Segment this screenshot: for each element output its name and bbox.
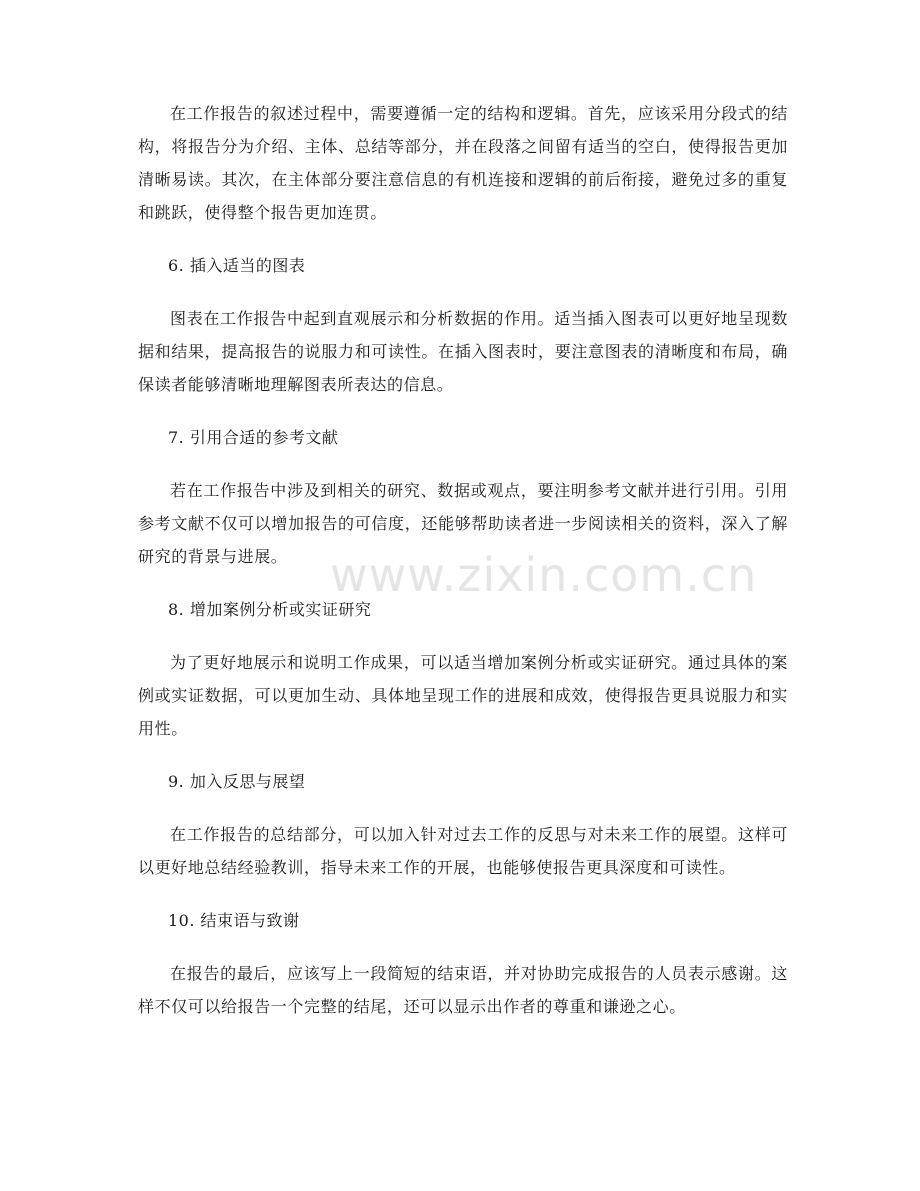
section-body-7: 若在工作报告中涉及到相关的研究、数据或观点，要注明参考文献并进行引用。引用参考文献不仅可以增加报告的可信度，还能够帮助读者进一步阅读相关的资料，深入了解研究的背景与进展。 <box>138 481 788 566</box>
section-body-9: 在工作报告的总结部分，可以加入针对过去工作的反思与对未来工作的展望。这样可以更好地总结经验教训，指导未来工作的开展，也能够使报告更具深度和可读性。 <box>138 825 788 877</box>
section-heading-8: 8. 增加案例分析或实证研究 <box>168 600 372 619</box>
section-body-10: 在报告的最后，应该写上一段简短的结束语，并对协助完成报告的人员表示感谢。这样不仅可以给报告一个完整的结尾，还可以显示出作者的尊重和谦逊之心。 <box>138 964 788 1016</box>
intro-paragraph: 在工作报告的叙述过程中，需要遵循一定的结构和逻辑。首先，应该采用分段式的结构，将报告分为介绍、主体、总结等部分，并在段落之间留有适当的空白，使得报告更加清晰易读。其次，在主体部分要注意信息的有机连接和逻辑的前后衔接，避免过多的重复和跳跃，使得整个报告更加连贯。 <box>138 104 788 222</box>
section-body-6: 图表在工作报告中起到直观展示和分析数据的作用。适当插入图表可以更好地呈现数据和结果，提高报告的说服力和可读性。在插入图表时，要注意图表的清晰度和布局，确保读者能够清晰地理解图表所表达的信息。 <box>138 309 788 394</box>
watermark: www.zixin.com.cn <box>330 548 758 602</box>
section-heading-10: 10. 结束语与致谢 <box>168 911 300 930</box>
section-heading-6: 6. 插入适当的图表 <box>168 256 306 275</box>
section-heading-7: 7. 引用合适的参考文献 <box>168 428 339 447</box>
document-page <box>138 97 788 1023</box>
section-heading-9: 9. 加入反思与展望 <box>168 772 306 791</box>
section-body-8: 为了更好地展示和说明工作成果，可以适当增加案例分析或实证研究。通过具体的案例或实证数据，可以更加生动、具体地呈现工作的进展和成效，使得报告更具说服力和实用性。 <box>138 653 788 738</box>
